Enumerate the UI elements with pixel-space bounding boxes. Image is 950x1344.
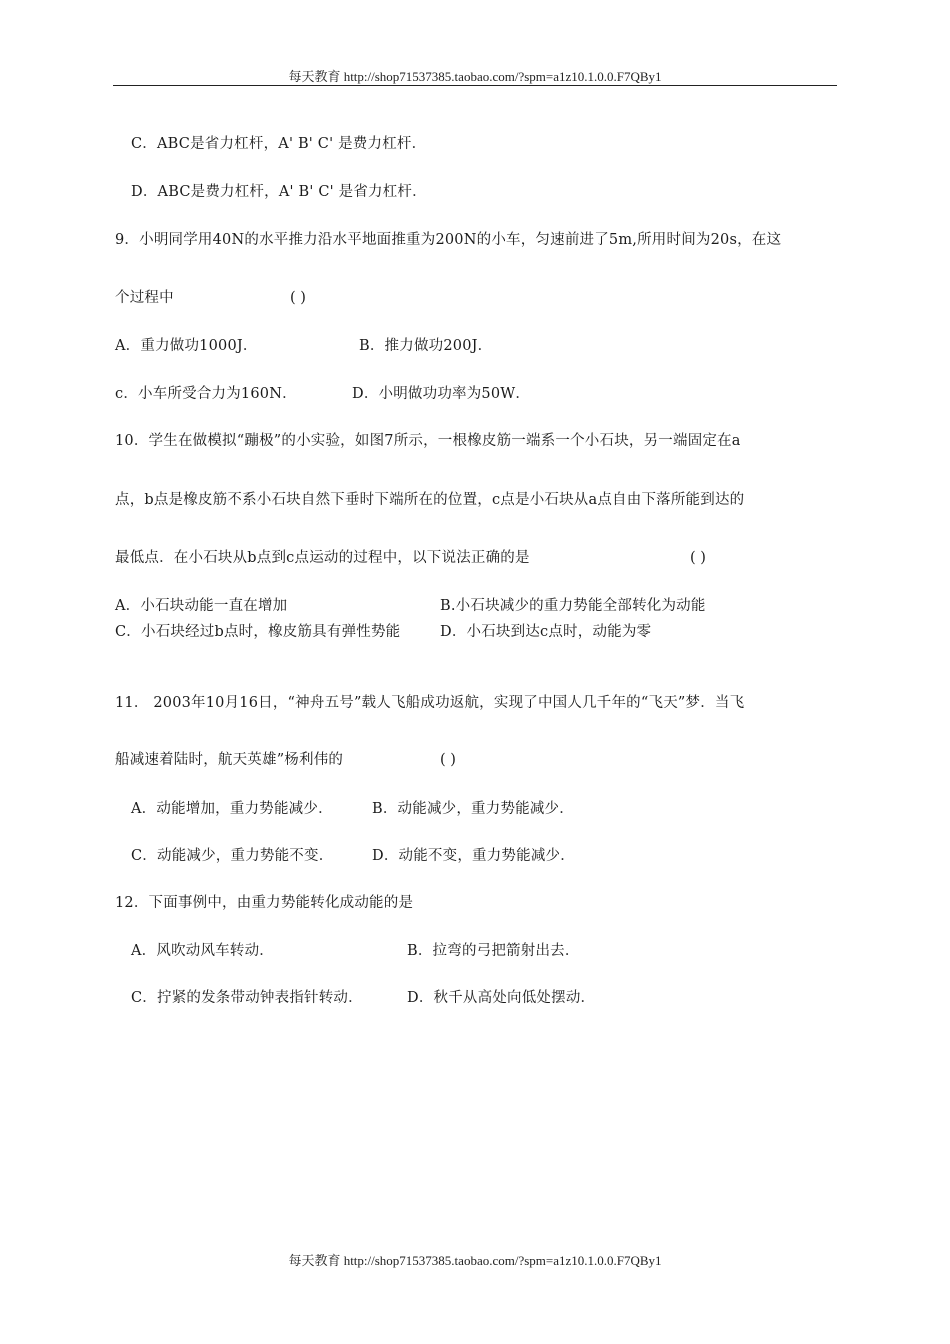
q11-option-c: C．动能减少，重力势能不变． xyxy=(131,848,334,864)
q12-option-c: C．拧紧的发条带动钟表指针转动． xyxy=(131,990,363,1006)
q11-stem-line-1: 11． 2003年10月16日，“神舟五号”载人飞船成功返航，实现了中国人几千年的“飞天”梦．当飞 xyxy=(115,695,745,711)
header-rule xyxy=(113,85,837,86)
q10-stem-line-2: 点，b点是橡皮筋不系小石块自然下垂时下端所在的位置，c点是小石块从a点自由下落所能到达的 xyxy=(115,492,745,508)
q11-option-b: B．动能减少，重力势能减少． xyxy=(372,801,574,817)
q8-option-c: C．ABC是省力杠杆，A' B' C' 是费力杠杆． xyxy=(131,136,427,152)
q9-stem-line-1: 9．小明同学用40N的水平推力沿水平地面推重为200N的小车，匀速前进了5m,所用时间为20s，在这 xyxy=(115,232,782,248)
q12-option-d: D．秋千从高处向低处摆动． xyxy=(407,990,596,1006)
q12-option-a: A．风吹动风车转动． xyxy=(131,943,274,959)
q8-option-d: D．ABC是费力杠杆，A' B' C' 是省力杠杆． xyxy=(131,184,427,200)
q12-option-b: B．拉弯的弓把箭射出去． xyxy=(407,943,580,959)
q9-option-a: A．重力做功1000J． xyxy=(115,338,258,354)
q9-option-d: D．小明做功功率为50W． xyxy=(352,386,531,402)
q10-option-b: B.小石块减少的重力势能全部转化为动能 xyxy=(440,598,706,614)
q10-answer-paren: ( ) xyxy=(690,550,706,566)
q11-option-a: A．动能增加，重力势能减少． xyxy=(131,801,333,817)
q12-stem: 12．下面事例中，由重力势能转化成动能的是 xyxy=(115,895,414,911)
q10-stem-line-3: 最低点．在小石块从b点到c点运动的过程中，以下说法正确的是 xyxy=(115,550,530,566)
page-footer: 每天教育 http://shop71537385.taobao.com/?spm=a1z10.1.0.0.F7QBy1 xyxy=(288,1253,662,1268)
q10-option-a: A．小石块动能一直在增加 xyxy=(115,598,288,614)
q9-option-c: c．小车所受合力为160N． xyxy=(115,386,297,402)
q11-stem-line-2: 船减速着陆时，航天英雄”杨利伟的 xyxy=(115,752,344,768)
q10-option-d: D．小石块到达c点时，动能为零 xyxy=(440,624,652,640)
q10-stem-line-1: 10．学生在做模拟“蹦极”的小实验，如图7所示，一根橡皮筋一端系一个小石块，另一端固定在a xyxy=(115,433,741,449)
q11-answer-paren: ( ) xyxy=(440,752,456,768)
page-header: 每天教育 http://shop71537385.taobao.com/?spm=a1z10.1.0.0.F7QBy1 xyxy=(288,69,662,84)
q10-option-c: C．小石块经过b点时，橡皮筋具有弹性势能 xyxy=(115,624,401,640)
q9-option-b: B．推力做功200J． xyxy=(359,338,493,354)
q11-option-d: D．动能不变，重力势能减少． xyxy=(372,848,575,864)
q9-stem-line-2: 个过程中 xyxy=(115,290,174,306)
q9-answer-paren: ( ) xyxy=(290,290,306,306)
